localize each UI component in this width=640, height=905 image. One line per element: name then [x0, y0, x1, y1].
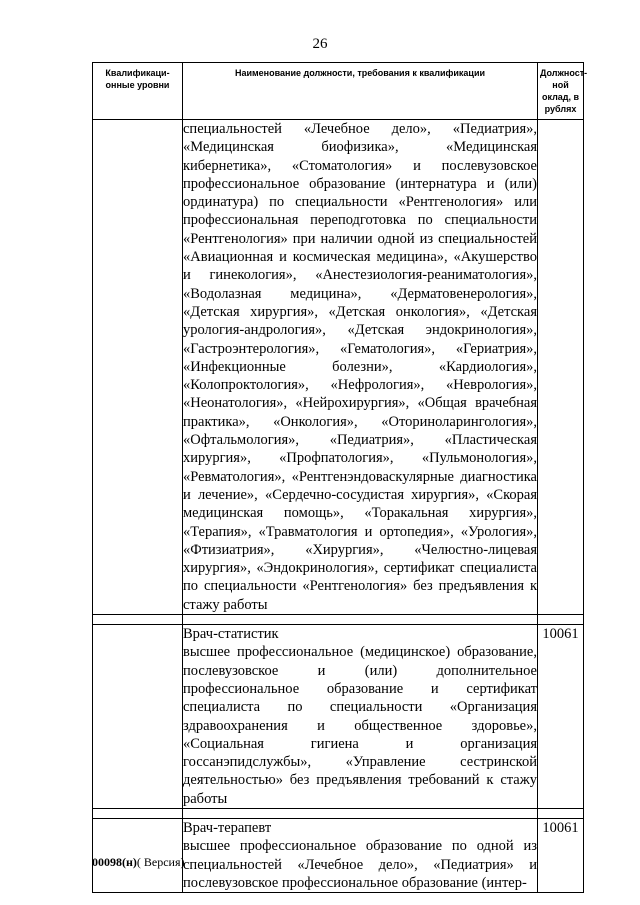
row-salary-cell: [538, 120, 584, 615]
position-title: Врач-терапевт: [183, 819, 272, 836]
table-header-row: [93, 63, 584, 120]
row-description-cell: [183, 625, 538, 809]
requirements-text: высшее профессиональное образование по одной из специальностей «Лечебное дело», «Педиатрия» и послевузовское профессиональное образование (интер-: [183, 838, 537, 891]
table-row-gap: [93, 615, 584, 625]
header-position-requirements: Наименование должности, требования к квалификации: [183, 63, 538, 120]
row-level-cell: [93, 625, 183, 809]
table-row-gap: [93, 808, 584, 818]
document-version: ( Версия): [136, 855, 185, 869]
row-level-cell: [93, 120, 183, 615]
position-title: Врач-статистик: [183, 626, 279, 643]
row-salary-cell: 10061: [538, 625, 584, 809]
row-description-cell: [183, 120, 538, 615]
document-footer: [92, 855, 185, 870]
requirements-text: специальностей «Лечебное дело», «Педиатрия», «Медицинская биофизика», «Медицинская кибернетика», «Стоматология» и послевузовское профессиональное образование (интернатура и (или) ординатура) по специальности «Рентгенология» или профессиональная переподготовка по специальности «Рентгенология» при наличии одной из специальностей «Авиационная и космическая медицина», «Акушерство и гинекология», «Анестезиология-реаниматология», «Водолазная медицина», «Дерматовенерология», «Детская хирургия», «Детская онкология», «Детская урология-андрология», «Детская эндокринология», «Гастроэнтерология», «Гематология», «Гериатрия», «Инфекционные болезни», «Кардиология», «Колопроктология», «Нефрология», «Неврология», «Неонатология», «Нейрохирургия», «Общая врачебная практика», «Онкология», «Оториноларингология», «Офтальмология», «Педиатрия», «Пластическая хирургия», «Профпатология», «Пульмонология», «Ревматология», «Рентгенэндоваскулярные диагностика и лечение», «Сердечно-сосудистая хирургия», «Скорая медицинская помощь», «Торакальная хирургия», «Терапия», «Травматология и ортопедия», «Урология», «Фтизиатрия», «Хирургия», «Челюстно-лицевая хирургия», «Эндокринология», сертификат специалиста по специальности «Рентгенология» без предъявления к стажу работы: [183, 121, 537, 613]
requirements-text: высшее профессиональное (медицинское) образование, послевузовское и (или) дополнительное профессиональное образование и сертификат специалиста по специальности «Организация здравоохранения и общественное здоровье», «Социальная гигиена и организация госсанэпидслужбы», «Управление сестринской деятельностью» без предъявления требований к стажу работы: [183, 644, 537, 807]
page-number: 26: [312, 36, 328, 52]
header-qualification-levels: Квалификаци-онные уровни: [93, 63, 183, 120]
row-salary-cell: 10061: [538, 818, 584, 892]
table-row: [93, 625, 584, 809]
qualification-table: [92, 62, 588, 893]
table-row: [93, 120, 584, 615]
document-code: 00098(н): [92, 855, 137, 869]
header-salary: Должност-ной оклад, в рублях: [538, 63, 584, 120]
row-description-cell: [183, 818, 538, 892]
